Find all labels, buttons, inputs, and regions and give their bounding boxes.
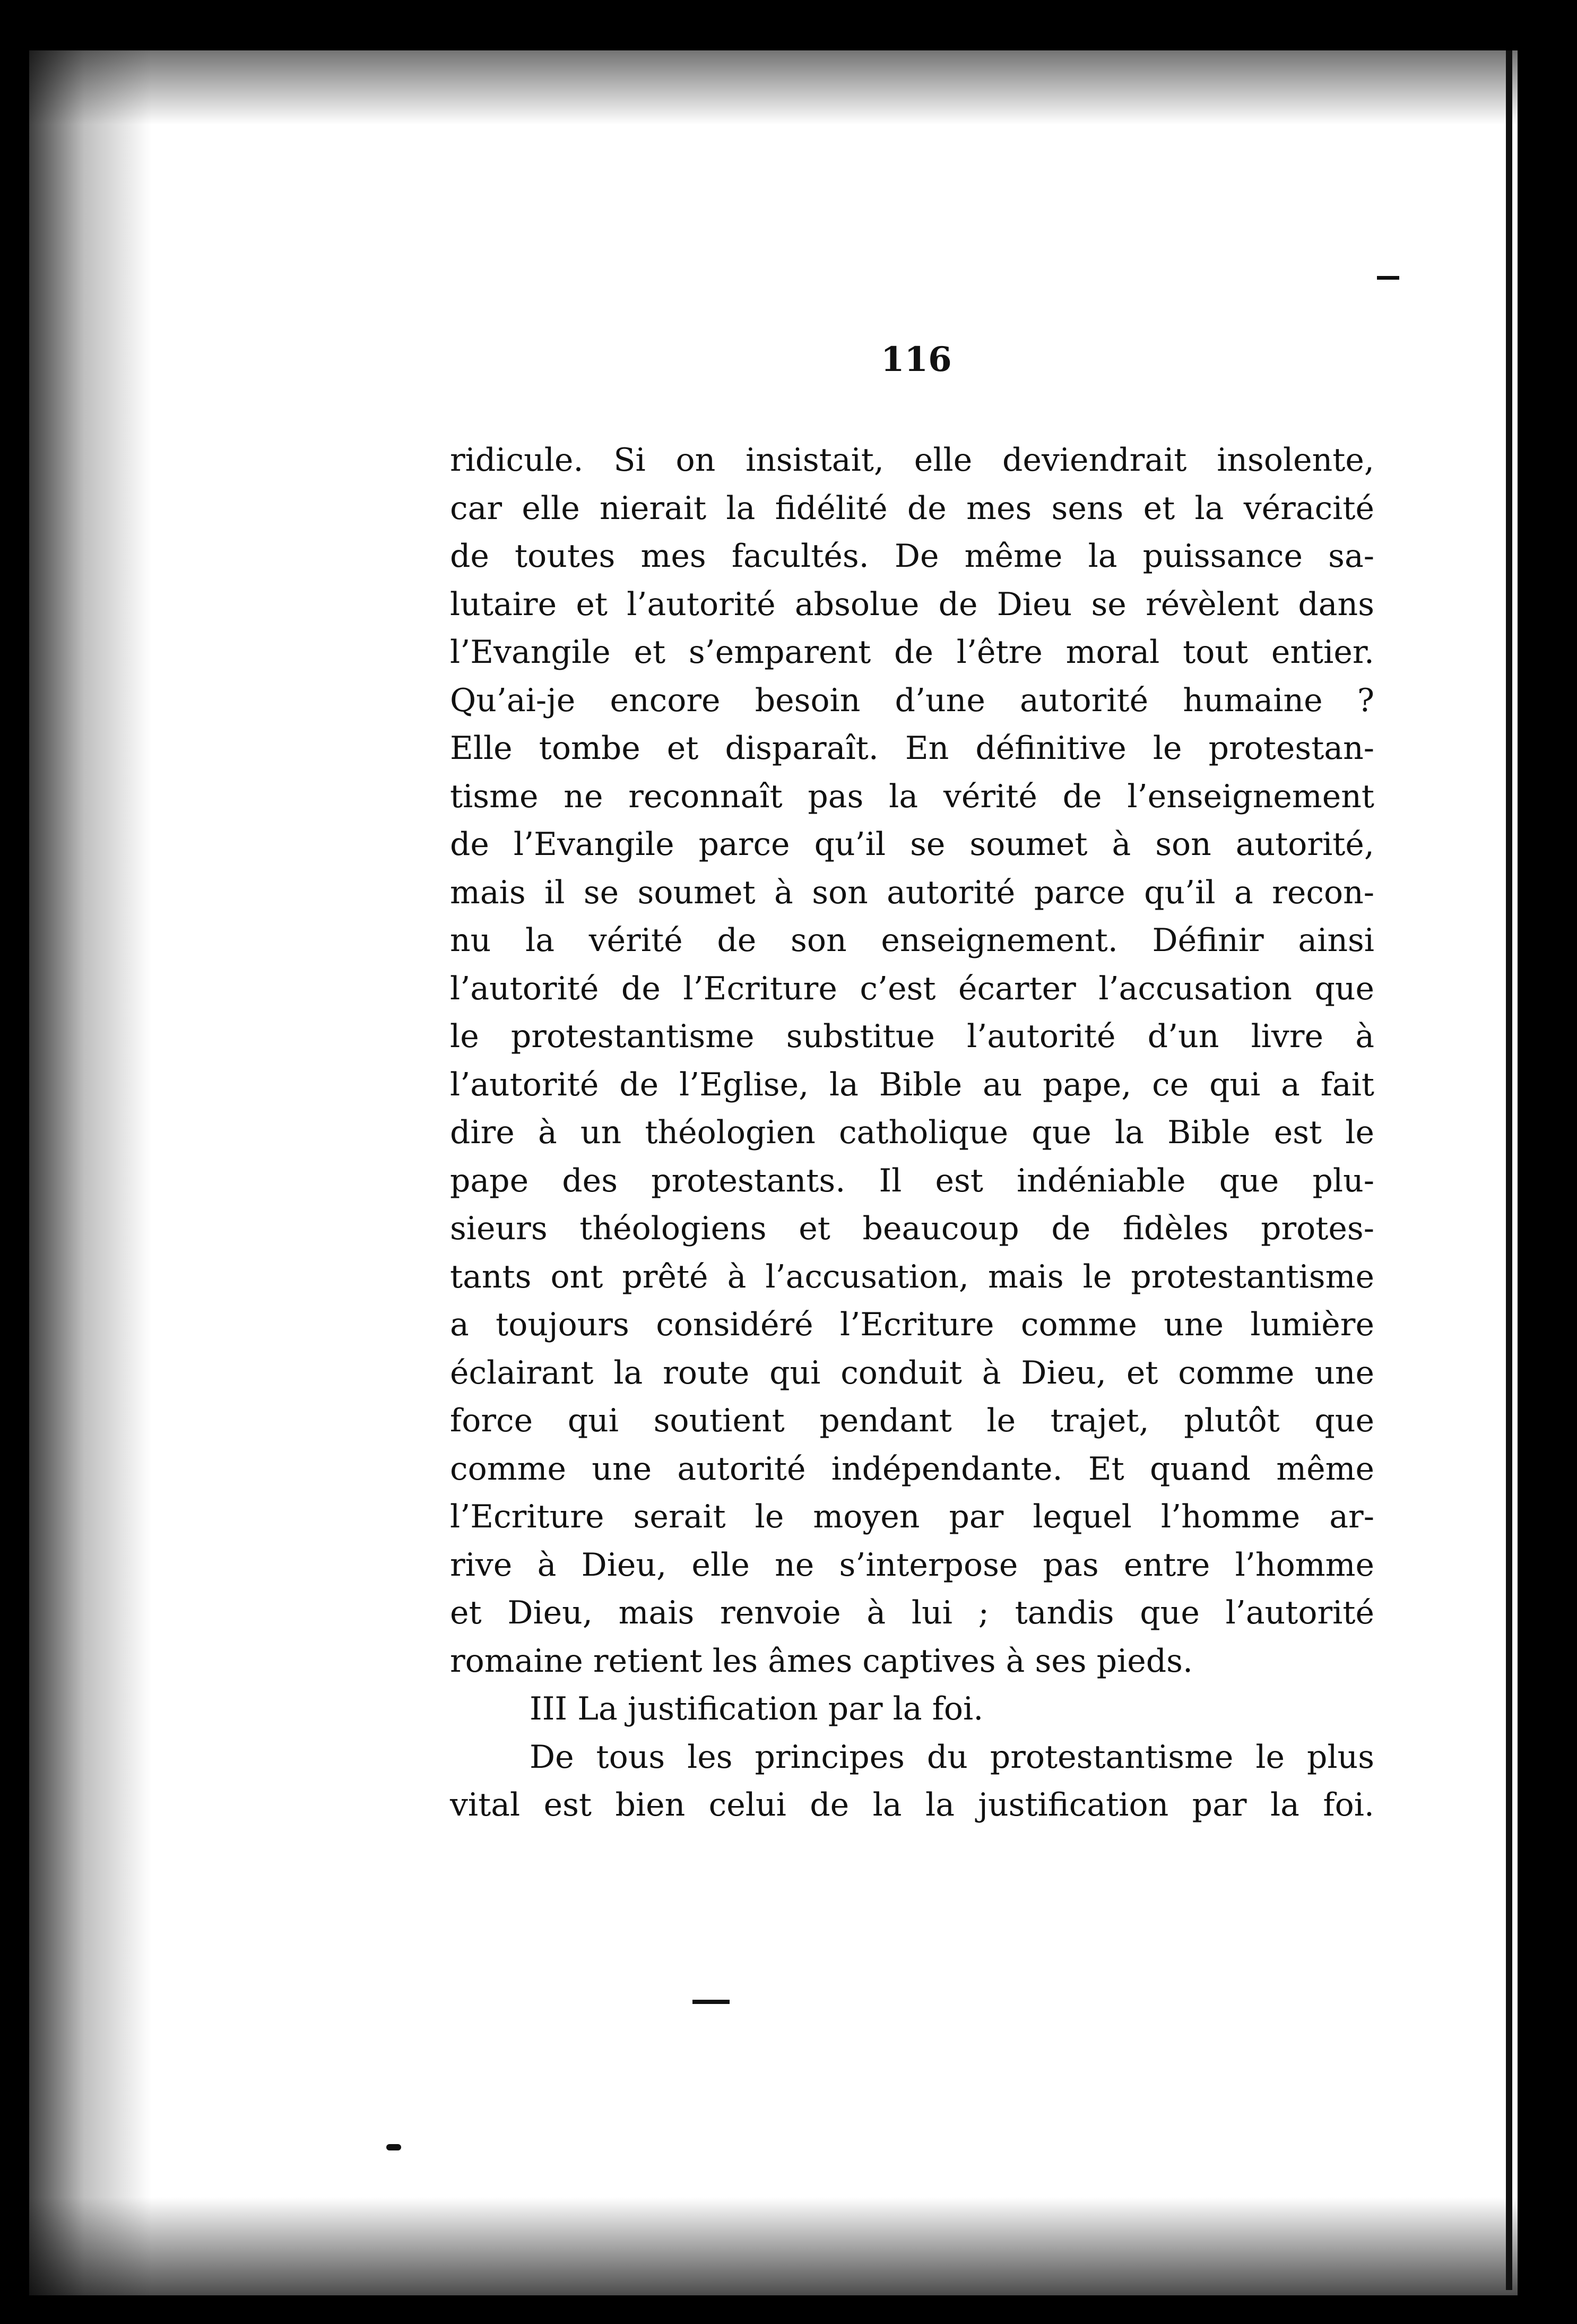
text-line: rive à Dieu, elle ne s’interpose pas entre l’homme [450, 1546, 1374, 1584]
text-line: tisme ne reconnaît pas la vérité de l’enseignement [450, 777, 1374, 815]
stray-mark-bottom-left [386, 2144, 401, 2150]
body-text [450, 436, 1374, 1829]
text-line: le protestantisme substitue l’autorité d’un livre à [450, 1018, 1374, 1055]
text-line: et Dieu, mais renvoie à lui ; tandis que l’autorité [450, 1594, 1374, 1631]
text-line: dire à un théologien catholique que la Bible est le [450, 1114, 1374, 1151]
scan-border-bottom [0, 2295, 1577, 2324]
scan-border-left [0, 0, 29, 2324]
text-line: tants ont prêté à l’accusation, mais le protestantisme [450, 1258, 1374, 1295]
scan-border-top [0, 0, 1577, 50]
scan-shadow-top [0, 50, 1577, 125]
text-line: mais il se soumet à son autorité parce qu’il a recon- [450, 874, 1374, 911]
text-line: sieurs théologiens et beaucoup de fidèles protes- [450, 1210, 1374, 1247]
text-line: pape des protestants. Il est indéniable que plu- [450, 1162, 1374, 1199]
text-line: force qui soutient pendant le trajet, plutôt que [450, 1402, 1374, 1439]
text-line: comme une autorité indépendante. Et quand même [450, 1450, 1374, 1488]
scan-shadow-left [29, 0, 151, 2324]
text-line: Elle tombe et disparaît. En définitive le protestan- [450, 730, 1374, 767]
scan-border-right [1518, 0, 1577, 2324]
stray-mark-top-right [1377, 276, 1399, 280]
text-line: romaine retient les âmes captives à ses pieds. [450, 1642, 1193, 1680]
scan-shadow-bottom [0, 2197, 1577, 2295]
text-line: l’autorité de l’Ecriture c’est écarter l’accusation que [450, 970, 1374, 1007]
text-line: ridicule. Si on insistait, elle deviendrait insolente, [450, 442, 1374, 479]
text-line: l’Evangile et s’emparent de l’être moral tout entier. [450, 634, 1374, 671]
section-heading: III La justification par la foi. [530, 1690, 984, 1727]
page-number: 116 [881, 340, 952, 379]
scan-gutter-line [1506, 50, 1512, 2290]
text-line: car elle nierait la fidélité de mes sens et la véracité [450, 489, 1374, 527]
text-line: a toujours considéré l’Ecriture comme une lumière [450, 1306, 1374, 1343]
text-line: vital est bien celui de la la justification par la foi. [450, 1786, 1374, 1824]
text-line: De tous les principes du protestantisme le plus [530, 1738, 1374, 1776]
text-line: de l’Evangile parce qu’il se soumet à son autorité, [450, 826, 1374, 863]
text-line: éclairant la route qui conduit à Dieu, et comme une [450, 1354, 1374, 1392]
text-line: Qu’ai-je encore besoin d’une autorité humaine ? [450, 681, 1374, 719]
stray-mark-bottom [692, 2000, 730, 2004]
text-line: l’Ecriture serait le moyen par lequel l’homme ar- [450, 1498, 1374, 1535]
text-line: nu la vérité de son enseignement. Définir ainsi [450, 922, 1374, 959]
text-line: lutaire et l’autorité absolue de Dieu se révèlent dans [450, 585, 1374, 623]
text-line: de toutes mes facultés. De même la puissance sa- [450, 538, 1374, 575]
text-line: l’autorité de l’Eglise, la Bible au pape, ce qui a fait [450, 1066, 1374, 1103]
